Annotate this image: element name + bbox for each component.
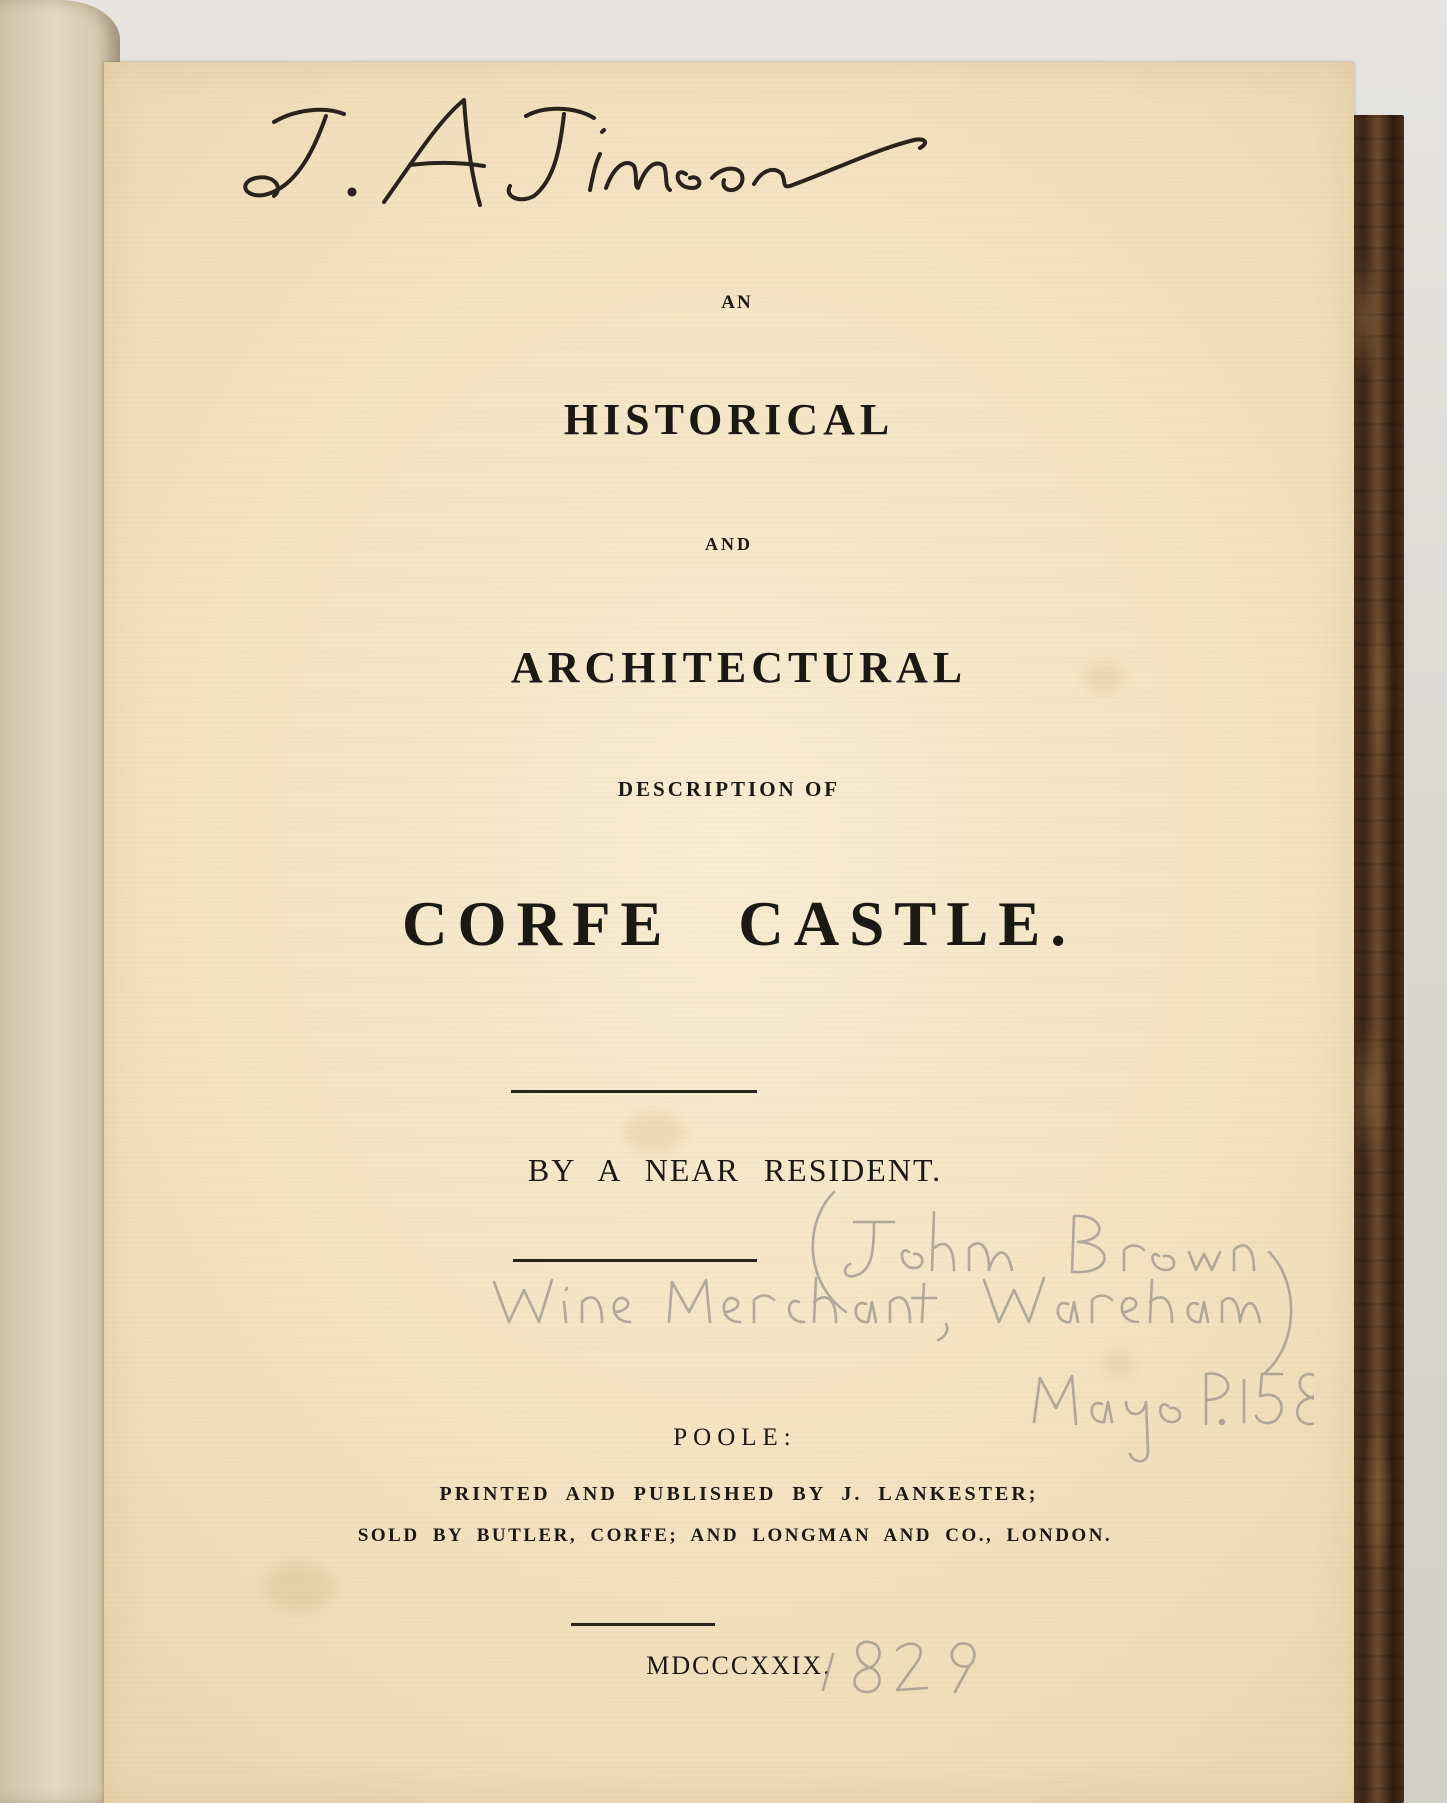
imprint-sellers: SOLD BY BUTLER, CORFE; AND LONGMAN AND CO., LONDON. (357, 1525, 1113, 1546)
title-word-and: AND (705, 534, 753, 554)
title-page (104, 62, 1354, 1803)
rule-divider (511, 1090, 757, 1093)
imprint-printer: PRINTED AND PUBLISHED BY J. LANKESTER; (439, 1483, 1039, 1505)
facing-page-leaf (0, 0, 120, 1803)
imprint-date: MDCCCXXIX. (646, 1651, 832, 1680)
title-word-architectural: ARCHITECTURAL (510, 643, 968, 692)
owner-signature (234, 70, 954, 250)
title-word-historical: HISTORICAL (563, 395, 895, 444)
title-description-of: DESCRIPTION OF (617, 777, 841, 801)
title-word-an: AN (721, 292, 753, 313)
author-byline: BY A NEAR RESIDENT. (527, 1152, 943, 1188)
title-subject: CORFE CASTLE. (401, 889, 1077, 959)
rule-divider (571, 1623, 715, 1626)
pencil-year (819, 1630, 999, 1700)
imprint-place: POOLE: (673, 1424, 797, 1451)
